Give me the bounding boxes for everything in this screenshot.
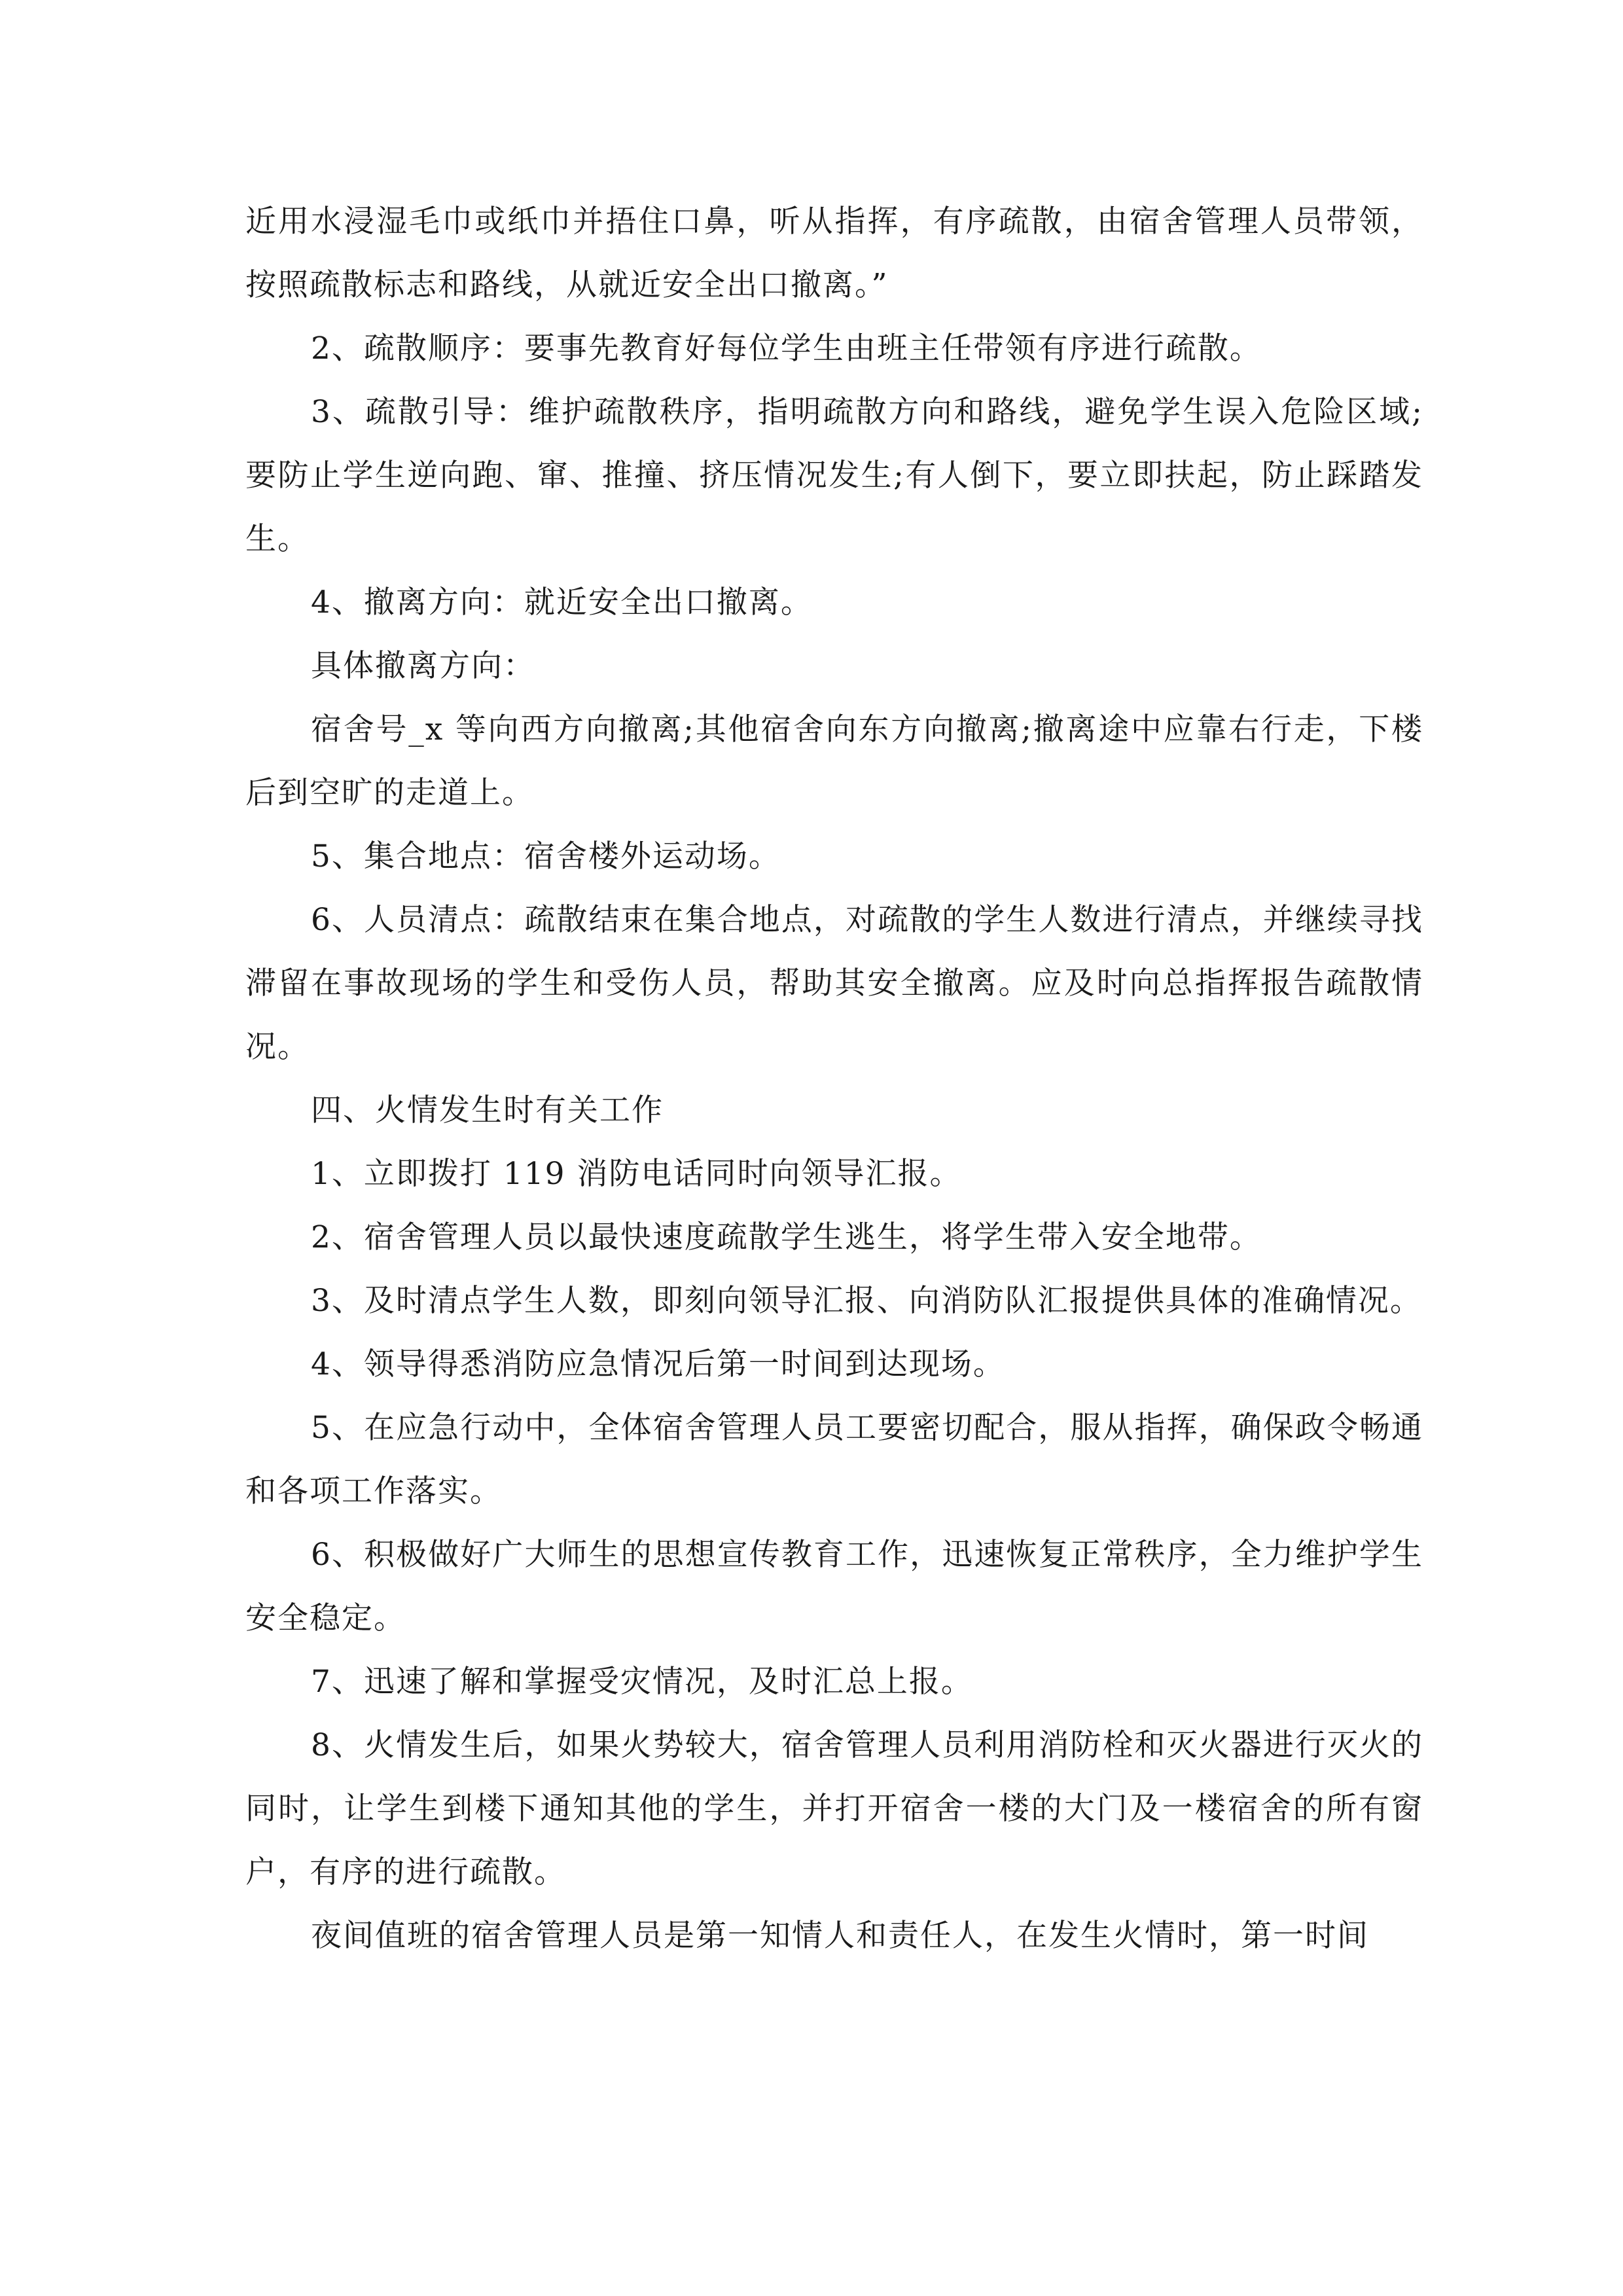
paragraph-evacuation-guidance: 3、疏散引导：维护疏散秩序，指明疏散方向和路线，避免学生误入危险区域;要防止学生逆向跑、窜、推撞、挤压情况发生;有人倒下，要立即扶起，防止踩踏发生。 xyxy=(245,394,1423,557)
paragraph-fire-step-1: 1、立即拨打 119 消防电话同时向领导汇报。 xyxy=(311,1156,962,1192)
paragraph-fire-step-4: 4、领导得悉消防应急情况后第一时间到达现场。 xyxy=(311,1346,1005,1382)
paragraph-headcount: 6、人员清点：疏散结束在集合地点，对疏散的学生人数进行清点，并继续寻找滞留在事故现场的学生和受伤人员，帮助其安全撤离。应及时向总指挥报告疏散情况。 xyxy=(245,902,1423,1065)
paragraph-fire-step-8: 8、火情发生后，如果火势较大，宿舍管理人员利用消防栓和灭火器进行灭火的同时，让学生到楼下通知其他的学生，并打开宿舍一楼的大门及一楼宿舍的所有窗户，有序的进行疏散。 xyxy=(245,1727,1423,1890)
paragraph-fire-step-3: 3、及时清点学生人数，即刻向领导汇报、向消防队汇报提供具体的准确情况。 xyxy=(311,1283,1422,1319)
paragraph-fire-step-5: 5、在应急行动中，全体宿舍管理人员工要密切配合，服从指挥，确保政令畅通和各项工作落实。 xyxy=(245,1410,1423,1509)
paragraph-specific-direction: 宿舍号_x 等向西方向撤离;其他宿舍向东方向撤离;撤离途中应靠右行走，下楼后到空旷的走道上。 xyxy=(245,711,1423,811)
paragraph-evacuation-direction: 4、撤离方向：就近安全出口撤离。 xyxy=(311,584,813,620)
paragraph-specific-direction-heading: 具体撤离方向： xyxy=(311,648,535,684)
paragraph-assembly-point: 5、集合地点：宿舍楼外运动场。 xyxy=(311,838,781,874)
paragraph-evacuation-instruction-continued: 近用水浸湿毛巾或纸巾并捂住口鼻，听从指挥，有序疏散，由宿舍管理人员带领，按照疏散标志和路线，从就近安全出口撤离。” xyxy=(245,204,1423,303)
document-body xyxy=(245,190,1423,1967)
paragraph-night-duty: 夜间值班的宿舍管理人员是第一知情人和责任人，在发生火情时，第一时间 xyxy=(311,1918,1369,1954)
paragraph-evacuation-order: 2、疏散顺序：要事先教育好每位学生由班主任带领有序进行疏散。 xyxy=(311,331,1262,367)
section-heading-fire-response: 四、火情发生时有关工作 xyxy=(311,1092,664,1128)
paragraph-fire-step-6: 6、积极做好广大师生的思想宣传教育工作，迅速恢复正常秩序，全力维护学生安全稳定。 xyxy=(245,1537,1423,1636)
paragraph-fire-step-7: 7、迅速了解和掌握受灾情况，及时汇总上报。 xyxy=(311,1664,973,1700)
paragraph-fire-step-2: 2、宿舍管理人员以最快速度疏散学生逃生，将学生带入安全地带。 xyxy=(311,1219,1262,1255)
